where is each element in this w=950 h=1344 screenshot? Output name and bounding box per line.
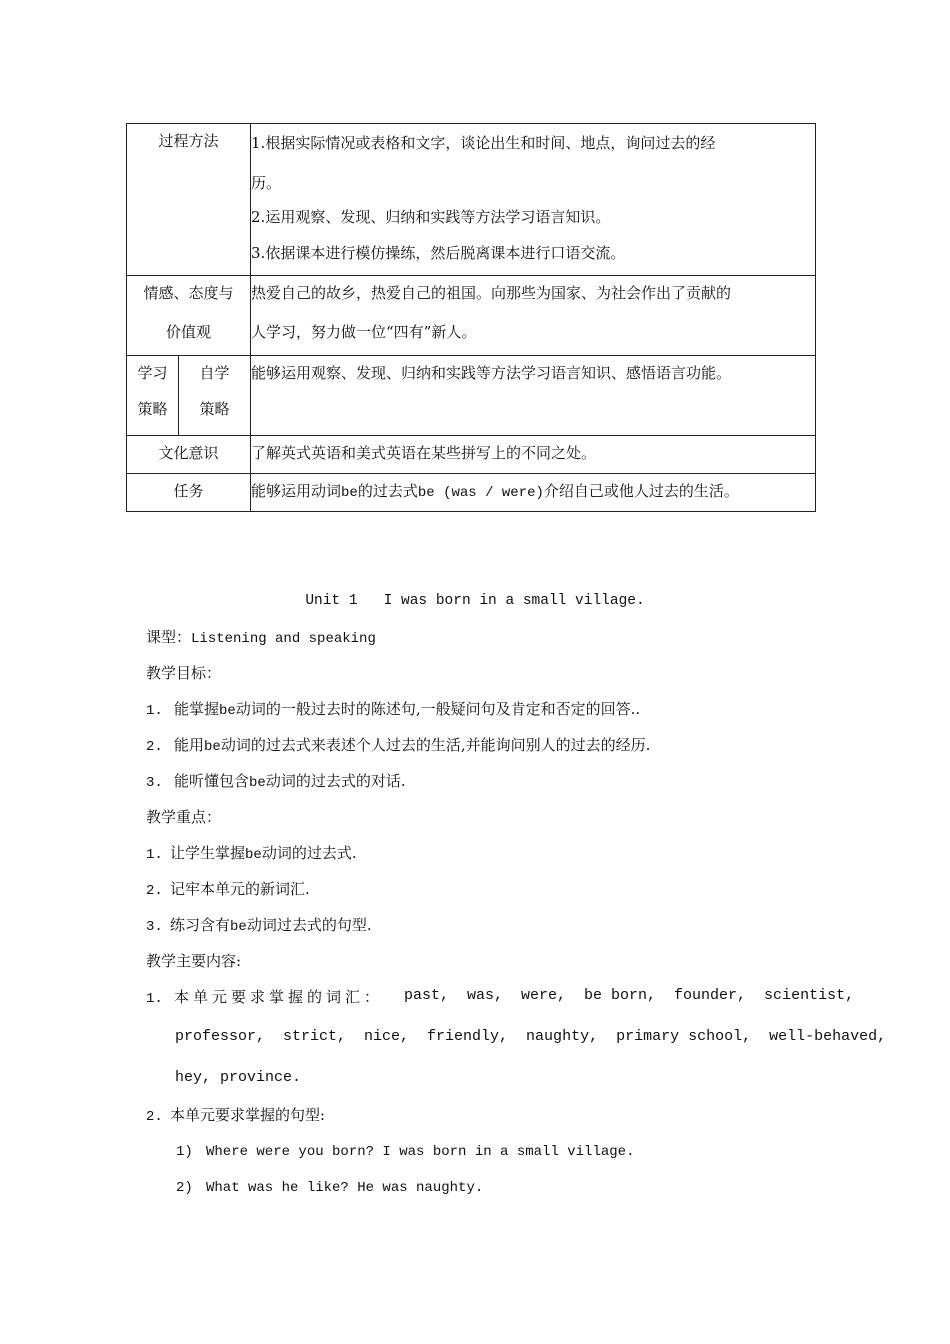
label-line: 情感、态度与 bbox=[143, 284, 234, 302]
vocab-line: professor, strict, nice, friendly, naughty, primary school, well-behaved, bbox=[175, 1028, 887, 1045]
unit-title bbox=[0, 590, 950, 609]
row-content bbox=[251, 356, 816, 436]
text-segment: 能掌握 bbox=[174, 700, 220, 718]
text-segment: be bbox=[230, 919, 247, 935]
text-segment: be (was / were) bbox=[417, 485, 544, 501]
sentences-intro: 本单元要求掌握的句型: bbox=[170, 1106, 326, 1124]
text-segment: 让学生掌握 bbox=[170, 844, 246, 862]
table-row bbox=[127, 474, 816, 512]
content-line: 热爱自己的故乡，热爱自己的祖国。向那些为国家、为社会作出了贡献的 bbox=[251, 284, 732, 302]
text-segment: 练习含有 bbox=[170, 916, 231, 934]
lesson-type-value: Listening and speaking bbox=[191, 631, 376, 647]
row-label bbox=[127, 276, 251, 356]
sentence-item bbox=[176, 1141, 634, 1160]
vocab-intro: 本单元要求掌握的词汇： bbox=[174, 988, 384, 1006]
sentence-num: 1) bbox=[176, 1144, 193, 1160]
text-segment: be bbox=[341, 485, 358, 501]
key-item bbox=[146, 842, 357, 863]
label-text: 任务 bbox=[173, 482, 204, 500]
key-num: 1. bbox=[146, 847, 163, 863]
goal-num: 2. bbox=[146, 739, 163, 755]
lesson-type-label: 课型： bbox=[146, 628, 192, 646]
label-line: 价值观 bbox=[166, 323, 212, 341]
unit-title-text: Unit 1 I was born in a small village. bbox=[305, 593, 645, 609]
label-line: 策略 bbox=[199, 400, 230, 418]
key-num: 3. bbox=[146, 919, 163, 935]
row-content bbox=[251, 276, 816, 356]
content-line bbox=[251, 480, 815, 504]
goal-num: 3. bbox=[146, 775, 163, 791]
text-segment: 介绍自己或他人过去的生活。 bbox=[543, 482, 739, 500]
sentence-text: Where were you born? I was born in a small village. bbox=[206, 1144, 635, 1160]
text-segment: 记牢本单元的新词汇. bbox=[170, 880, 310, 898]
table-row bbox=[127, 276, 816, 356]
row-label bbox=[127, 124, 251, 276]
key-item bbox=[146, 878, 310, 899]
goal-item bbox=[146, 734, 650, 755]
goal-item bbox=[146, 698, 640, 719]
row-label bbox=[127, 474, 251, 512]
text-segment: be bbox=[249, 775, 266, 791]
content-line: 人学习，努力做一位“四有”新人。 bbox=[251, 323, 477, 341]
row-label bbox=[127, 436, 251, 474]
keys-heading: 教学重点： bbox=[146, 808, 222, 826]
content-line: 历。 bbox=[251, 174, 282, 192]
content-line: 了解英式英语和美式英语在某些拼写上的不同之处。 bbox=[251, 444, 597, 462]
label-text: 过程方法 bbox=[158, 132, 219, 150]
text-segment: be bbox=[219, 703, 236, 719]
label-line: 学习 bbox=[137, 364, 168, 382]
row-label-a bbox=[127, 356, 179, 436]
content-line: 能够运用观察、发现、归纳和实践等方法学习语言知识、感悟语言功能。 bbox=[251, 364, 732, 382]
row-content bbox=[251, 474, 816, 512]
text-segment: 能听懂包含 bbox=[174, 772, 250, 790]
vocab-item bbox=[146, 986, 383, 1007]
text-segment: 能用 bbox=[174, 736, 205, 754]
label-line: 策略 bbox=[137, 400, 168, 418]
content-heading: 教学主要内容: bbox=[146, 952, 242, 970]
text-segment: 动词过去式的句型. bbox=[246, 916, 372, 934]
sentence-item bbox=[176, 1177, 483, 1196]
text-segment: 动词的过去式. bbox=[261, 844, 357, 862]
key-num: 2. bbox=[146, 883, 163, 899]
vocab-num: 1. bbox=[146, 991, 163, 1007]
goals-heading: 教学目标： bbox=[146, 664, 222, 682]
row-content bbox=[251, 436, 816, 474]
sentence-text: What was he like? He was naughty. bbox=[206, 1180, 484, 1196]
row-label-b bbox=[179, 356, 251, 436]
sentences-item bbox=[146, 1104, 325, 1125]
text-segment: be bbox=[245, 847, 262, 863]
table-row bbox=[127, 124, 816, 276]
goal-num: 1. bbox=[146, 703, 163, 719]
text-segment: 动词的过去式来表述个人过去的生活,并能询问别人的过去的经历. bbox=[220, 736, 651, 754]
sentences-num: 2. bbox=[146, 1109, 163, 1125]
goal-item bbox=[146, 770, 406, 791]
text-segment: 动词的一般过去时的陈述句,一般疑问句及肯定和否定的回答.. bbox=[235, 700, 641, 718]
row-content bbox=[251, 124, 816, 276]
vocab-line: past, was, were, be born, founder, scientist, bbox=[404, 987, 855, 1004]
content-line: 1.根据实际情况或表格和文字，谈论出生和时间、地点，询问过去的经 bbox=[251, 134, 716, 152]
key-item bbox=[146, 914, 372, 935]
sentence-num: 2) bbox=[176, 1180, 193, 1196]
content-line: 3.依据课本进行模仿操练，然后脱离课本进行口语交流。 bbox=[251, 244, 626, 262]
text-segment: be bbox=[204, 739, 221, 755]
table-row bbox=[127, 356, 816, 436]
text-segment: 动词的过去式的对话. bbox=[265, 772, 406, 790]
text-segment: 能够运用动词 bbox=[251, 482, 342, 500]
objectives-table bbox=[126, 123, 816, 512]
vocab-line: hey, province. bbox=[175, 1069, 302, 1086]
text-segment: 的过去式 bbox=[357, 482, 418, 500]
label-text: 文化意识 bbox=[158, 444, 219, 462]
content-line: 2.运用观察、发现、归纳和实践等方法学习语言知识。 bbox=[251, 208, 611, 226]
table-row bbox=[127, 436, 816, 474]
lesson-type bbox=[146, 626, 376, 647]
label-line: 自学 bbox=[199, 364, 230, 382]
